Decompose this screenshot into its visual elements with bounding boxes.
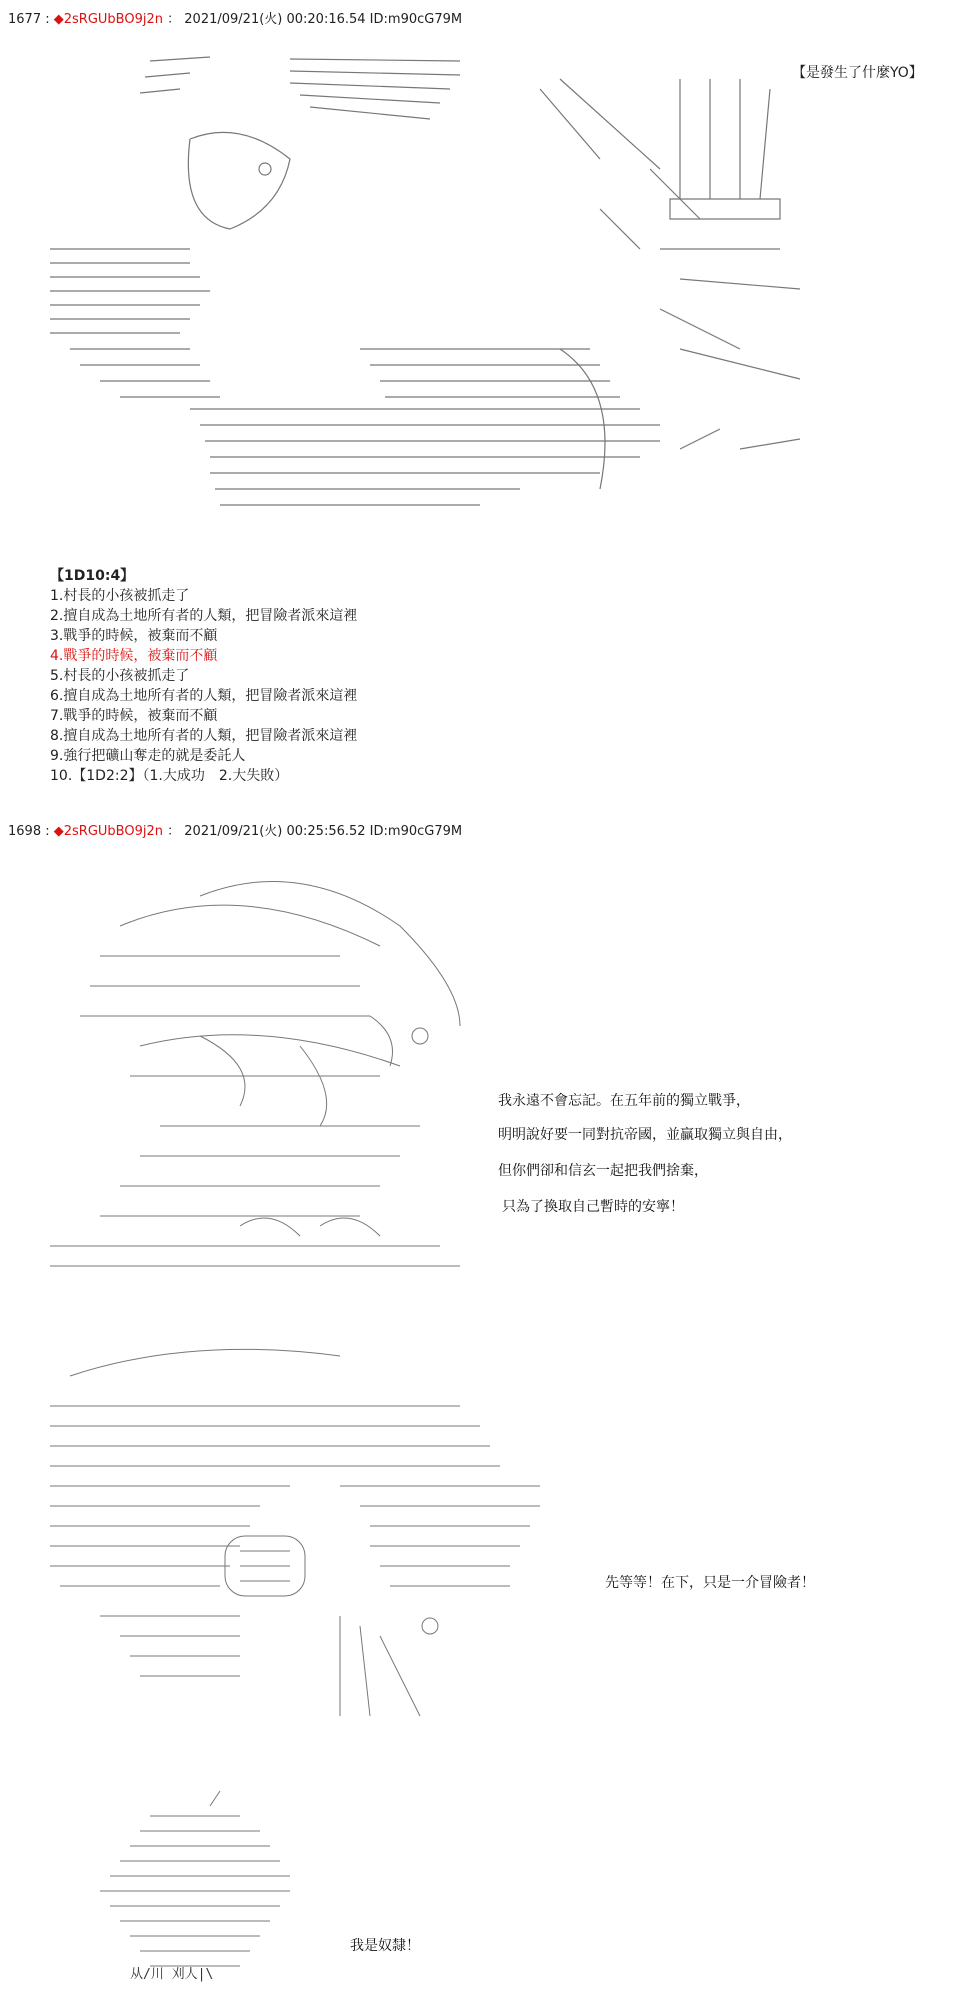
dialogue-line: 我是奴隸！ bbox=[350, 1938, 420, 1954]
roll-item-selected: 4.戰爭的時候，被棄而不顧 bbox=[50, 648, 218, 664]
ascii-art-slave-character bbox=[90, 1770, 310, 1995]
dialogue-line: 只為了換取自己暫時的安寧！ bbox=[502, 1199, 684, 1215]
name-separator: ： bbox=[167, 12, 181, 27]
speech-label-what-happened: 【是發生了什麼YO】 bbox=[792, 65, 923, 81]
dialogue-line: 先等等！在下，只是一介冒險者！ bbox=[605, 1575, 815, 1591]
post-number: 1698 bbox=[8, 824, 42, 839]
roll-item: 5.村長的小孩被抓走了 bbox=[50, 668, 190, 684]
roll-item: 3.戰爭的時候，被棄而不顧 bbox=[50, 628, 218, 644]
roll-item: 1.村長的小孩被抓走了 bbox=[50, 588, 190, 604]
dialogue-line: 我永遠不會忘記。在五年前的獨立戰爭， bbox=[498, 1093, 750, 1109]
post-separator: : bbox=[45, 824, 54, 839]
poster-name[interactable]: ◆2sRGUbBO9j2n bbox=[53, 12, 163, 27]
roll-item: 6.擅自成為土地所有者的人類，把冒險者派來這裡 bbox=[50, 688, 358, 704]
roll-item: 9.強行把礦山奪走的就是委託人 bbox=[50, 748, 246, 764]
post-separator: : bbox=[45, 12, 54, 27]
name-separator: ： bbox=[167, 824, 181, 839]
ascii-art-drawing bbox=[40, 866, 480, 1286]
ascii-art-hero-raising-arm bbox=[40, 38, 820, 548]
ascii-art-caption: 从/川 刈人|\ bbox=[130, 1967, 214, 1982]
ascii-art-drawing bbox=[40, 49, 820, 559]
post-number: 1677 bbox=[8, 12, 42, 27]
dialogue-line: 但你們卻和信玄一起把我們捨棄， bbox=[498, 1163, 708, 1179]
post-header-1677 bbox=[8, 8, 462, 27]
post-header-1698 bbox=[8, 820, 462, 839]
dialogue-line: 明明說好要一同對抗帝國，並贏取獨立與自由， bbox=[498, 1127, 792, 1143]
roll-header: 【1D10:4】 bbox=[50, 568, 135, 584]
roll-item: 8.擅自成為土地所有者的人類，把冒險者派來這裡 bbox=[50, 728, 358, 744]
roll-item: 7.戰爭的時候，被棄而不顧 bbox=[50, 708, 218, 724]
post-timestamp: 2021/09/21(火) 00:25:56.52 ID:m90cG79M bbox=[184, 824, 463, 839]
ascii-art-drawing bbox=[40, 1336, 540, 1746]
post-timestamp: 2021/09/21(火) 00:20:16.54 ID:m90cG79M bbox=[184, 12, 463, 27]
roll-item: 10.【1D2:2】（1.大成功 2.大失敗） bbox=[50, 768, 289, 784]
dice-roll-results bbox=[50, 566, 357, 786]
ascii-art-girl-with-hat bbox=[40, 850, 480, 1270]
roll-item: 2.擅自成為土地所有者的人類，把冒險者派來這裡 bbox=[50, 608, 358, 624]
poster-name[interactable]: ◆2sRGUbBO9j2n bbox=[53, 824, 163, 839]
ascii-art-shouting-character bbox=[40, 1320, 540, 1730]
